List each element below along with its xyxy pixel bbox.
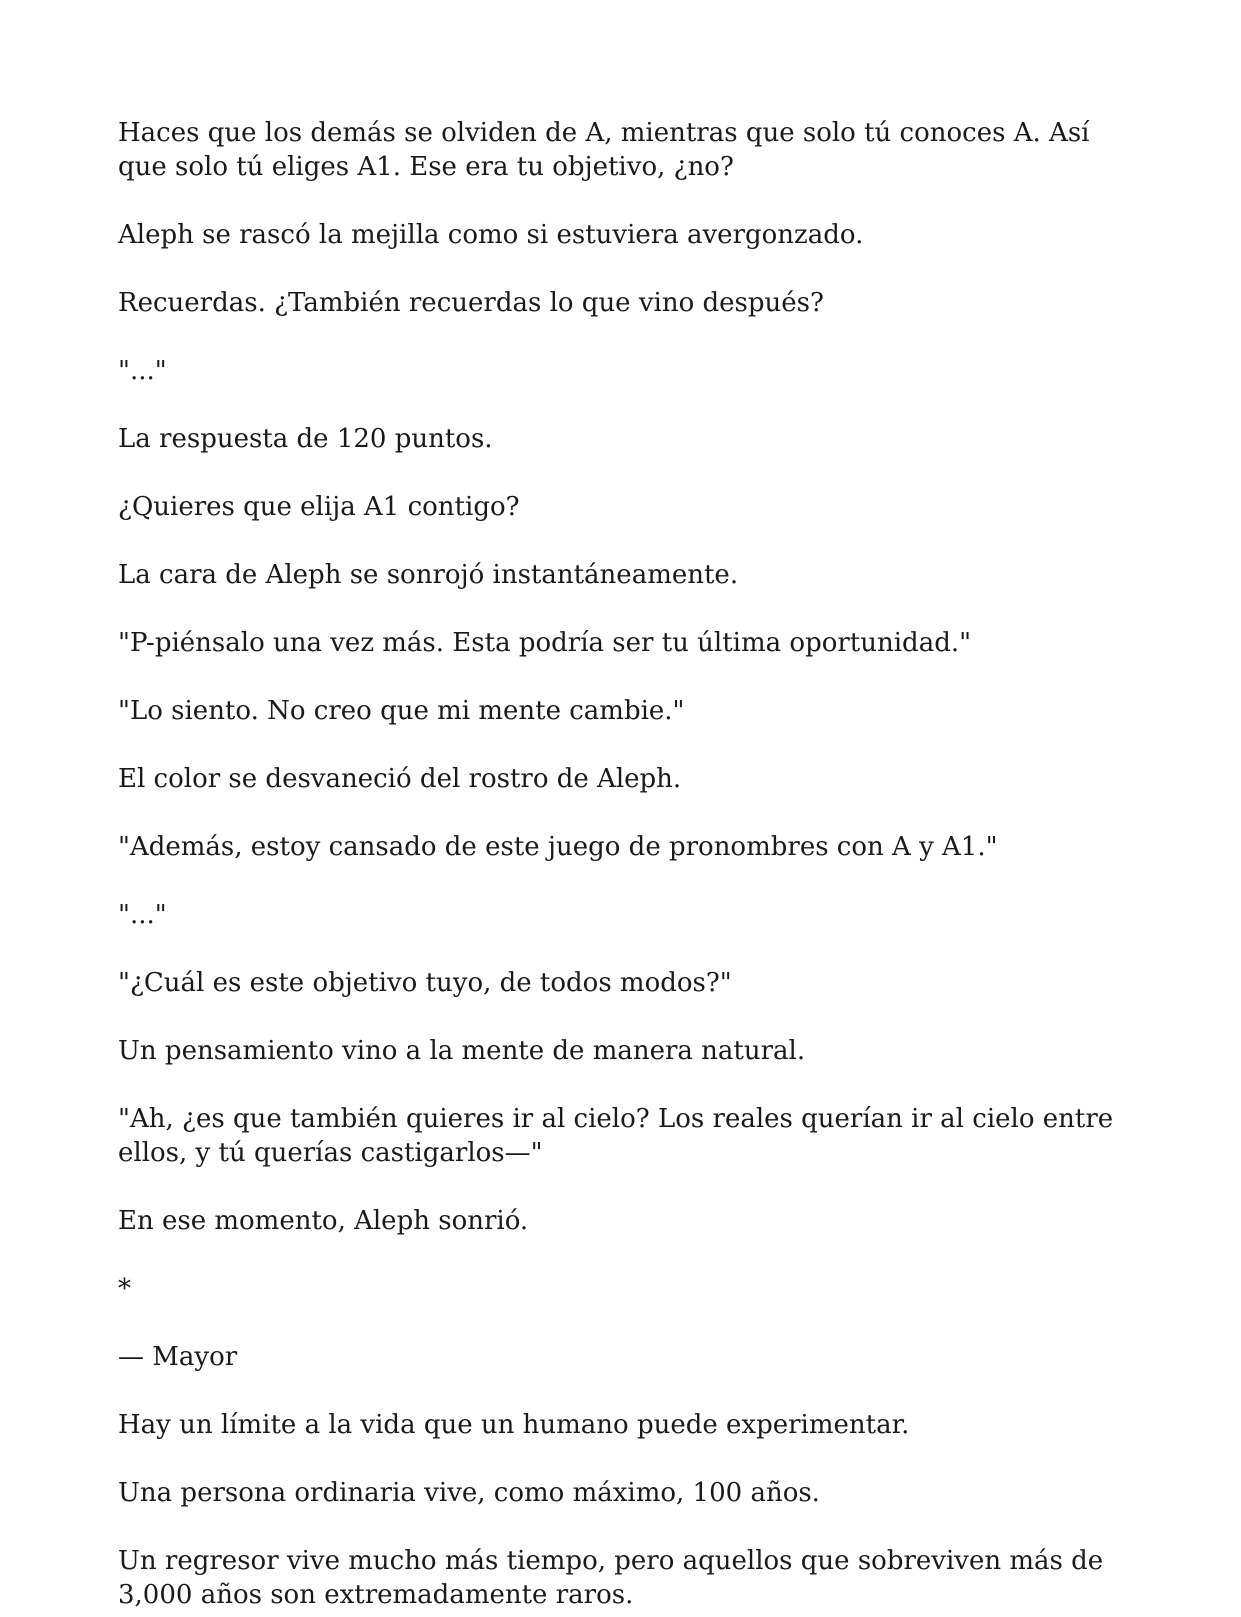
paragraph: La respuesta de 120 puntos.	[118, 424, 493, 454]
paragraph: "Ah, ¿es que también quieres ir al cielo? Los reales querían ir al cielo entre ellos, y tú querías castigarlos—"	[118, 1104, 1114, 1168]
paragraph: La cara de Aleph se sonrojó instantáneamente.	[118, 560, 739, 590]
paragraph: El color se desvaneció del rostro de Aleph.	[118, 764, 682, 794]
paragraph: Aleph se rascó la mejilla como si estuviera avergonzado.	[118, 220, 864, 250]
paragraph: "Además, estoy cansado de este juego de pronombres con A y A1."	[118, 832, 998, 862]
paragraph: Hay un límite a la vida que un humano puede experimentar.	[118, 1410, 910, 1440]
paragraph: "¿Cuál es este objetivo tuyo, de todos modos?"	[118, 968, 732, 998]
paragraph: "..."	[118, 900, 167, 930]
scene-break: *	[118, 1274, 131, 1304]
paragraph: Recuerdas. ¿También recuerdas lo que vino después?	[118, 288, 824, 318]
paragraph: Haces que los demás se olviden de A, mientras que solo tú conoces A. Así que solo tú eliges A1. Ese era tu objetivo, ¿no?	[118, 118, 1090, 182]
paragraph: "..."	[118, 356, 167, 386]
document-page	[118, 116, 1128, 1612]
section-heading: — Mayor	[118, 1342, 238, 1372]
paragraph: Una persona ordinaria vive, como máximo, 100 años.	[118, 1478, 820, 1508]
paragraph: "Lo siento. No creo que mi mente cambie."	[118, 696, 685, 726]
paragraph: Un pensamiento vino a la mente de manera natural.	[118, 1036, 806, 1066]
paragraph: Un regresor vive mucho más tiempo, pero aquellos que sobreviven más de 3,000 años son extremadamente raros.	[118, 1546, 1104, 1610]
paragraph: En ese momento, Aleph sonrió.	[118, 1206, 529, 1236]
paragraph: "P-piénsalo una vez más. Esta podría ser tu última oportunidad."	[118, 628, 972, 658]
paragraph: ¿Quieres que elija A1 contigo?	[118, 492, 520, 522]
